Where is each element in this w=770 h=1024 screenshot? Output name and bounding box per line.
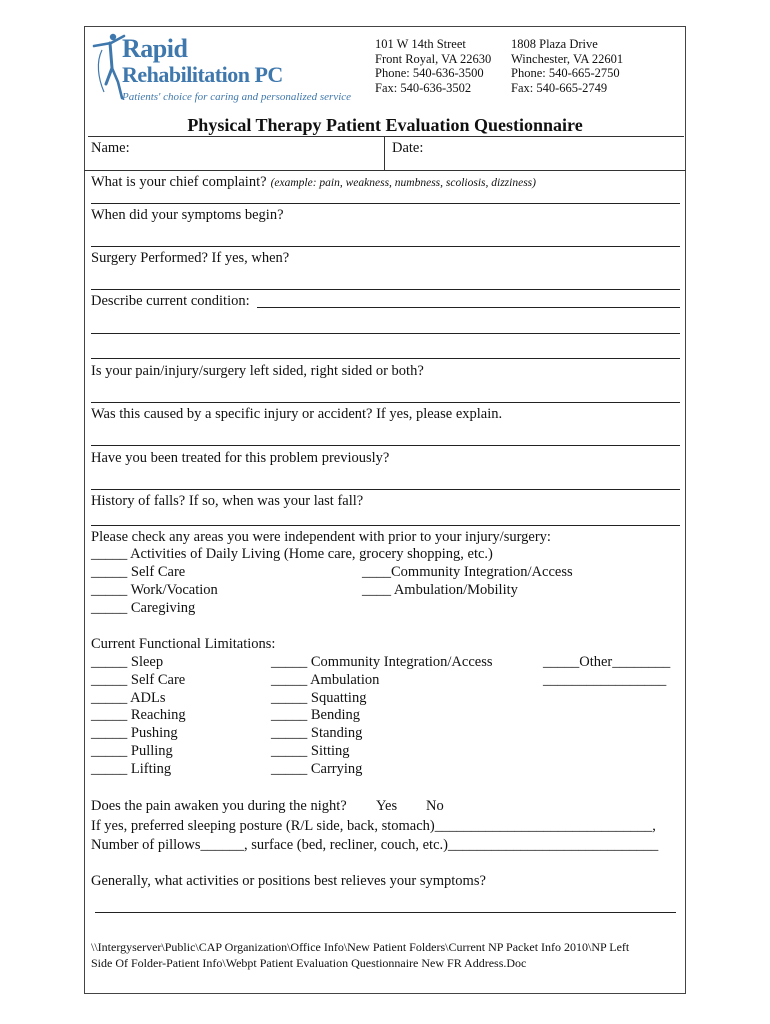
- address-right-line4: Fax: 540-665-2749: [511, 80, 608, 95]
- current-condition-answer-line-3[interactable]: [91, 358, 680, 359]
- surgery-answer-line[interactable]: [91, 289, 680, 290]
- relief-question: Generally, what activities or positions best relieves your symptoms?: [91, 873, 486, 889]
- address-left-line1: 101 W 14th Street: [375, 37, 466, 51]
- night-pain-question: Does the pain awaken you during the night?: [91, 798, 347, 814]
- limitation-other-line[interactable]: _________________: [543, 672, 667, 688]
- address-left-line2: Front Royal, VA 22630: [375, 51, 492, 66]
- limitation-pushing[interactable]: _____ Pushing: [91, 725, 178, 741]
- address-right-line1: 1808 Plaza Drive: [511, 37, 598, 51]
- check-self-care[interactable]: _____ Self Care: [91, 564, 186, 580]
- file-path-line2: Side Of Folder-Patient Info\Webpt Patient Evaluation Questionnaire New FR Address.Doc: [91, 956, 527, 970]
- check-community-integration[interactable]: ____Community Integration/Access: [362, 564, 573, 580]
- limitation-bending[interactable]: _____ Bending: [271, 707, 361, 723]
- form-title: Physical Therapy Patient Evaluation Questionnaire: [187, 115, 583, 135]
- document-file-path: [91, 939, 629, 971]
- surgery-label: Surgery Performed? If yes, when?: [91, 250, 290, 266]
- address-front-royal: [375, 37, 491, 95]
- injury-cause-answer-line[interactable]: [91, 445, 680, 446]
- check-activities-daily-living[interactable]: _____ Activities of Daily Living (Home care, grocery shopping, etc.): [91, 546, 493, 562]
- check-ambulation-mobility[interactable]: ____ Ambulation/Mobility: [362, 582, 518, 598]
- current-condition-answer-line-1[interactable]: [257, 307, 680, 308]
- injury-cause-label: Was this caused by a specific injury or accident? If yes, please explain.: [91, 406, 503, 422]
- pain-side-answer-line[interactable]: [91, 402, 680, 403]
- limitation-community-integration[interactable]: _____ Community Integration/Access: [271, 654, 493, 670]
- limitation-standing[interactable]: _____ Standing: [271, 725, 363, 741]
- limitation-lifting[interactable]: _____ Lifting: [91, 761, 172, 777]
- limitation-self-care[interactable]: _____ Self Care: [91, 672, 186, 688]
- pillows-surface-field[interactable]: Number of pillows______, surface (bed, recliner, couch, etc.)_____________________________: [91, 837, 659, 853]
- current-condition-answer-line-2[interactable]: [91, 333, 680, 334]
- address-left-line4: Fax: 540-636-3502: [375, 80, 472, 95]
- current-condition-label: Describe current condition:: [91, 293, 250, 309]
- chief-complaint-question: [91, 173, 536, 191]
- name-date-divider: [384, 136, 385, 170]
- check-caregiving[interactable]: _____ Caregiving: [91, 600, 196, 616]
- limitation-sleep[interactable]: _____ Sleep: [91, 654, 164, 670]
- address-winchester: [511, 37, 623, 95]
- name-date-bottom-rule: [84, 170, 686, 171]
- clinic-name-line2: Rehabilitation PC: [122, 62, 283, 87]
- limitation-squatting[interactable]: _____ Squatting: [271, 690, 367, 706]
- name-label: Name:: [91, 140, 130, 156]
- title-rule: [88, 136, 684, 137]
- file-path-line1: \\Intergyserver\Public\CAP Organization\Office Info\New Patient Folders\Current NP Packet Info 2010\NP Left: [91, 940, 630, 954]
- limitation-sitting[interactable]: _____ Sitting: [271, 743, 350, 759]
- limitation-pulling[interactable]: _____ Pulling: [91, 743, 173, 759]
- address-right-line2: Winchester, VA 22601: [511, 51, 624, 66]
- chief-complaint-label: What is your chief complaint?: [91, 174, 267, 190]
- limitation-other[interactable]: _____Other________: [543, 654, 671, 670]
- previous-treatment-answer-line[interactable]: [91, 489, 680, 490]
- limitation-ambulation[interactable]: _____ Ambulation: [271, 672, 380, 688]
- independent-areas-label: Please check any areas you were independent with prior to your injury/surgery:: [91, 529, 551, 545]
- limitation-reaching[interactable]: _____ Reaching: [91, 707, 186, 723]
- symptoms-begin-answer-line[interactable]: [91, 246, 680, 247]
- clinic-logo-figure-icon: [92, 32, 126, 104]
- check-work-vocation[interactable]: _____ Work/Vocation: [91, 582, 218, 598]
- falls-history-answer-line[interactable]: [91, 525, 680, 526]
- limitation-adls[interactable]: _____ ADLs: [91, 690, 166, 706]
- sleeping-posture-field[interactable]: If yes, preferred sleeping posture (R/L side, back, stomach)______________________________,: [91, 818, 656, 834]
- address-right-line3: Phone: 540-665-2750: [511, 66, 620, 80]
- night-pain-yes-option[interactable]: Yes: [376, 798, 398, 814]
- chief-complaint-example: (example: pain, weakness, numbness, scoliosis, dizziness): [270, 177, 536, 189]
- limitation-carrying[interactable]: _____ Carrying: [271, 761, 363, 777]
- falls-history-label: History of falls? If so, when was your last fall?: [91, 493, 364, 509]
- chief-complaint-answer-line[interactable]: [91, 203, 680, 204]
- night-pain-no-option[interactable]: No: [426, 798, 444, 814]
- clinic-tagline: Patients' choice for caring and personalized service: [122, 91, 352, 103]
- symptoms-begin-label: When did your symptoms begin?: [91, 207, 284, 223]
- date-label: Date:: [392, 140, 424, 156]
- functional-limitations-heading: Current Functional Limitations:: [91, 636, 276, 652]
- pain-side-label: Is your pain/injury/surgery left sided, right sided or both?: [91, 363, 424, 379]
- clinic-name-line1: Rapid: [122, 34, 188, 63]
- address-left-line3: Phone: 540-636-3500: [375, 66, 484, 80]
- previous-treatment-label: Have you been treated for this problem previously?: [91, 450, 390, 466]
- relief-answer-line[interactable]: [95, 912, 676, 913]
